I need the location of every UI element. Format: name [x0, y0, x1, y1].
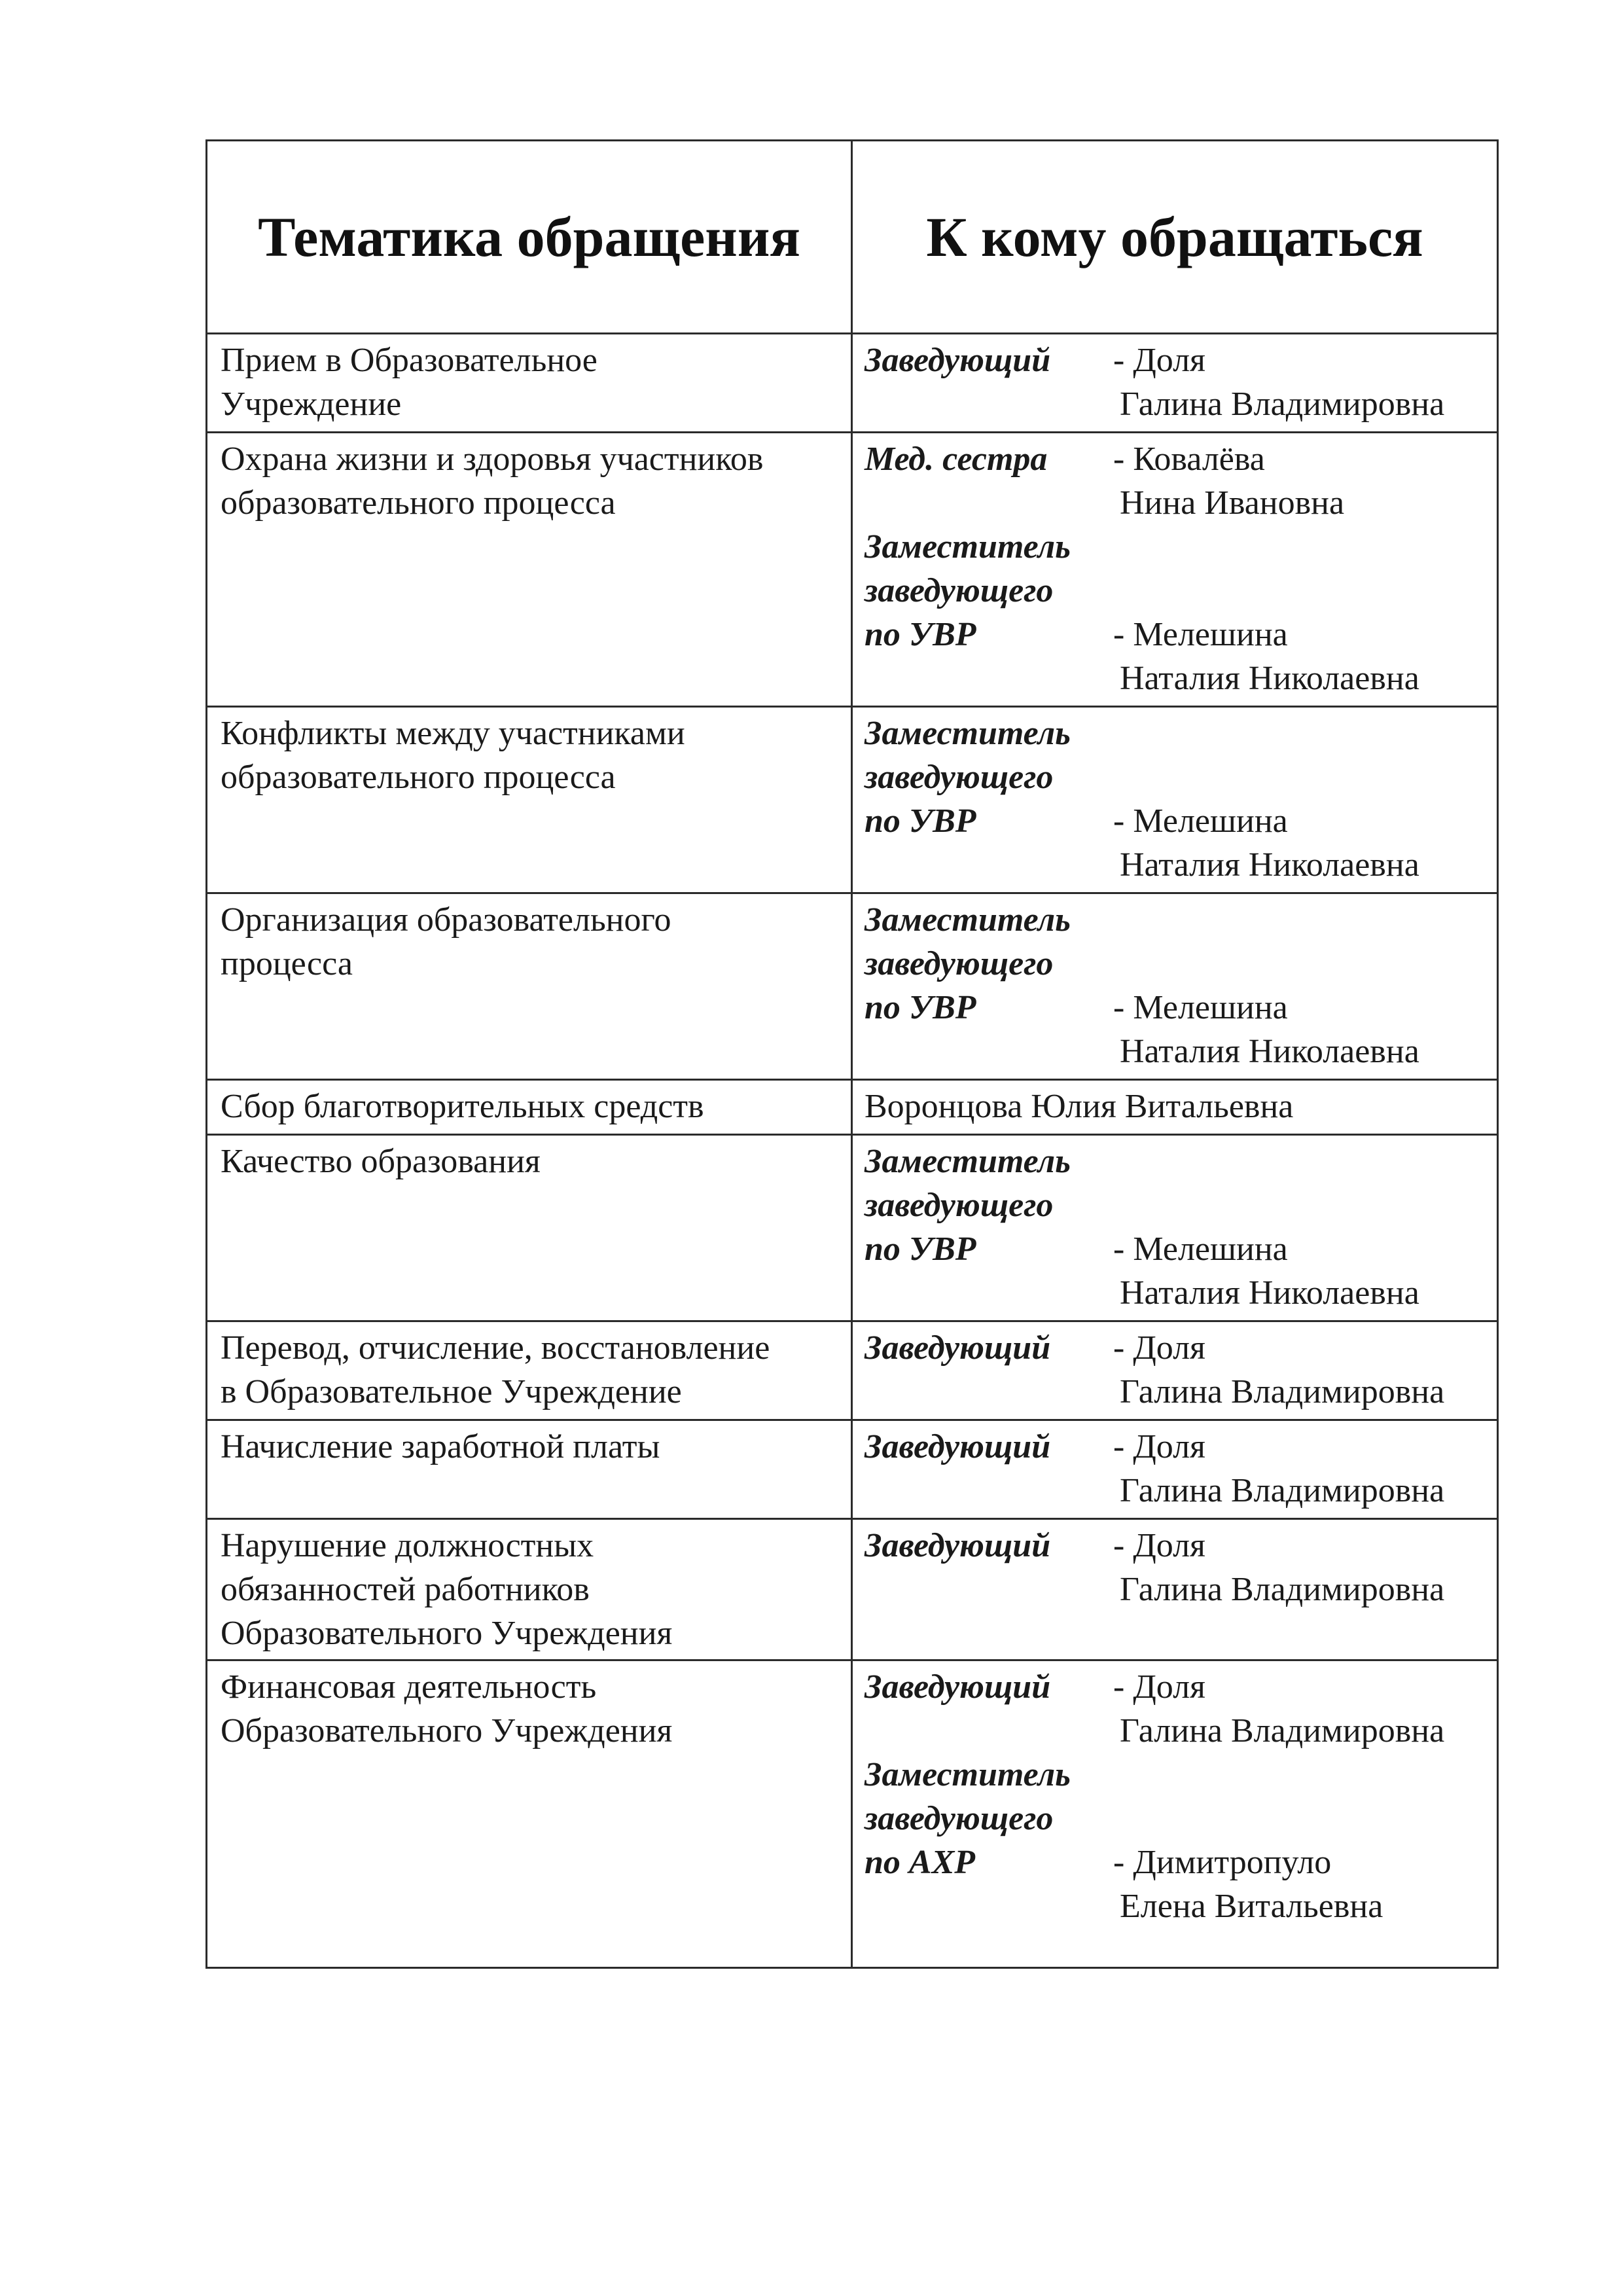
contact-cell: [852, 433, 1498, 707]
topic-cell: Прием в Образовательное Учреждение: [207, 334, 852, 433]
contact-row: [865, 843, 1490, 887]
contact-given-names: Наталия Николаевна: [1120, 660, 1419, 697]
contact-cell: [852, 893, 1498, 1080]
contact-surname: - Доля: [1113, 1527, 1205, 1564]
contact-surname: - Мелешина: [1113, 989, 1288, 1026]
table-row: [207, 334, 1498, 433]
table-row: [207, 1420, 1498, 1519]
role-label: Заведующий: [865, 1527, 1051, 1564]
contact-row: [865, 1370, 1490, 1414]
role-label: по УВР: [865, 616, 976, 653]
role-label: по УВР: [865, 989, 976, 1026]
contact-row: [865, 382, 1490, 426]
contact-row: [865, 799, 1490, 843]
topic-cell: Финансовая деятельность Образовательного Учреждения: [207, 1660, 852, 1968]
contact-row: [865, 1425, 1490, 1469]
contact-surname: - Доля: [1113, 1428, 1205, 1465]
table-row: [207, 433, 1498, 707]
contact-given-names: Галина Владимировна: [1120, 386, 1445, 423]
contact-surname: - Мелешина: [1113, 1230, 1288, 1268]
contact-row: [865, 1030, 1490, 1073]
contact-row: [865, 1271, 1490, 1315]
table-row: [207, 707, 1498, 893]
topic-cell: Нарушение должностных обязанностей работников Образовательного Учреждения: [207, 1519, 852, 1660]
role-label: заведующего: [865, 759, 1054, 796]
contact-surname: - Доля: [1113, 342, 1205, 379]
topic-cell: Перевод, отчисление, восстановление в Образовательное Учреждение: [207, 1321, 852, 1420]
contact-row: [865, 1884, 1490, 1928]
role-label: Заместитель: [865, 528, 1071, 565]
contact-given-names: Елена Витальевна: [1120, 1888, 1383, 1925]
table-row: [207, 1519, 1498, 1660]
contact-row: [865, 481, 1490, 525]
header-topic: Тематика обращения: [207, 141, 852, 334]
contact-row: [865, 1227, 1490, 1271]
contact-cell: [852, 334, 1498, 433]
topic-cell: Начисление заработной платы: [207, 1420, 852, 1519]
role-label: по АХР: [865, 1844, 976, 1881]
role-label: Мед. сестра: [865, 440, 1048, 478]
contact-row: [865, 1840, 1490, 1884]
table-row: [207, 1135, 1498, 1321]
contact-cell: [852, 1321, 1498, 1420]
contact-cell: [852, 1519, 1498, 1660]
contacts-table: [205, 139, 1499, 1969]
contact-row: [865, 656, 1490, 700]
role-label: заведующего: [865, 572, 1054, 609]
role-label: Заведующий: [865, 1428, 1051, 1465]
table-row: [207, 1660, 1498, 1968]
topic-cell: Конфликты между участниками образовательного процесса: [207, 707, 852, 893]
role-label: Заместитель: [865, 715, 1071, 752]
contact-cell: [852, 1080, 1498, 1135]
role-label: Заведующий: [865, 342, 1051, 379]
contact-given-names: Галина Владимировна: [1120, 1472, 1445, 1509]
role-label: Заведующий: [865, 1668, 1051, 1706]
table-body: [207, 334, 1498, 1968]
contact-cell: [852, 707, 1498, 893]
contact-surname: - Ковалёва: [1113, 440, 1265, 478]
contact-given-names: Наталия Николаевна: [1120, 1033, 1419, 1070]
table-row: [207, 1080, 1498, 1135]
contact-given-names: Галина Владимировна: [1120, 1571, 1445, 1608]
topic-cell: Качество образования: [207, 1135, 852, 1321]
contact-row: [865, 613, 1490, 656]
role-label: заведующего: [865, 945, 1054, 982]
contact-given-names: Наталия Николаевна: [1120, 846, 1419, 884]
contact-row: [865, 1709, 1490, 1753]
role-label: заведующего: [865, 1800, 1054, 1837]
contact-given-names: Нина Ивановна: [1120, 484, 1345, 522]
topic-cell: Сбор благотворительных средств: [207, 1080, 852, 1135]
table-row: [207, 893, 1498, 1080]
contact-row: [865, 437, 1490, 481]
contact-cell: [852, 1135, 1498, 1321]
contact-surname: - Димитропуло: [1113, 1844, 1332, 1881]
role-label: Заместитель: [865, 1756, 1071, 1793]
table-row: [207, 1321, 1498, 1420]
contact-given-names: Наталия Николаевна: [1120, 1274, 1419, 1312]
contact-name: Воронцова Юлия Витальевна: [865, 1088, 1294, 1125]
table-header-row: [207, 141, 1498, 334]
contact-row: [865, 1568, 1490, 1611]
header-contact: К кому обращаться: [852, 141, 1498, 334]
role-label: по УВР: [865, 1230, 976, 1268]
role-label: Заместитель: [865, 1143, 1071, 1180]
contact-cell: [852, 1420, 1498, 1519]
role-label: по УВР: [865, 802, 976, 840]
contact-row: [865, 1469, 1490, 1513]
contact-row: [865, 338, 1490, 382]
contact-given-names: Галина Владимировна: [1120, 1712, 1445, 1749]
role-label: Заместитель: [865, 901, 1071, 939]
contact-given-names: Галина Владимировна: [1120, 1373, 1445, 1410]
topic-cell: Организация образовательного процесса: [207, 893, 852, 1080]
contact-cell: [852, 1660, 1498, 1968]
role-label: Заведующий: [865, 1329, 1051, 1367]
contact-surname: - Мелешина: [1113, 802, 1288, 840]
topic-cell: Охрана жизни и здоровья участников образовательного процесса: [207, 433, 852, 707]
contact-row: [865, 1524, 1490, 1568]
contact-surname: - Мелешина: [1113, 616, 1288, 653]
contact-row: [865, 1665, 1490, 1709]
contact-surname: - Доля: [1113, 1329, 1205, 1367]
contact-surname: - Доля: [1113, 1668, 1205, 1706]
contact-row: [865, 1326, 1490, 1370]
role-label: заведующего: [865, 1187, 1054, 1224]
contact-row: [865, 986, 1490, 1030]
